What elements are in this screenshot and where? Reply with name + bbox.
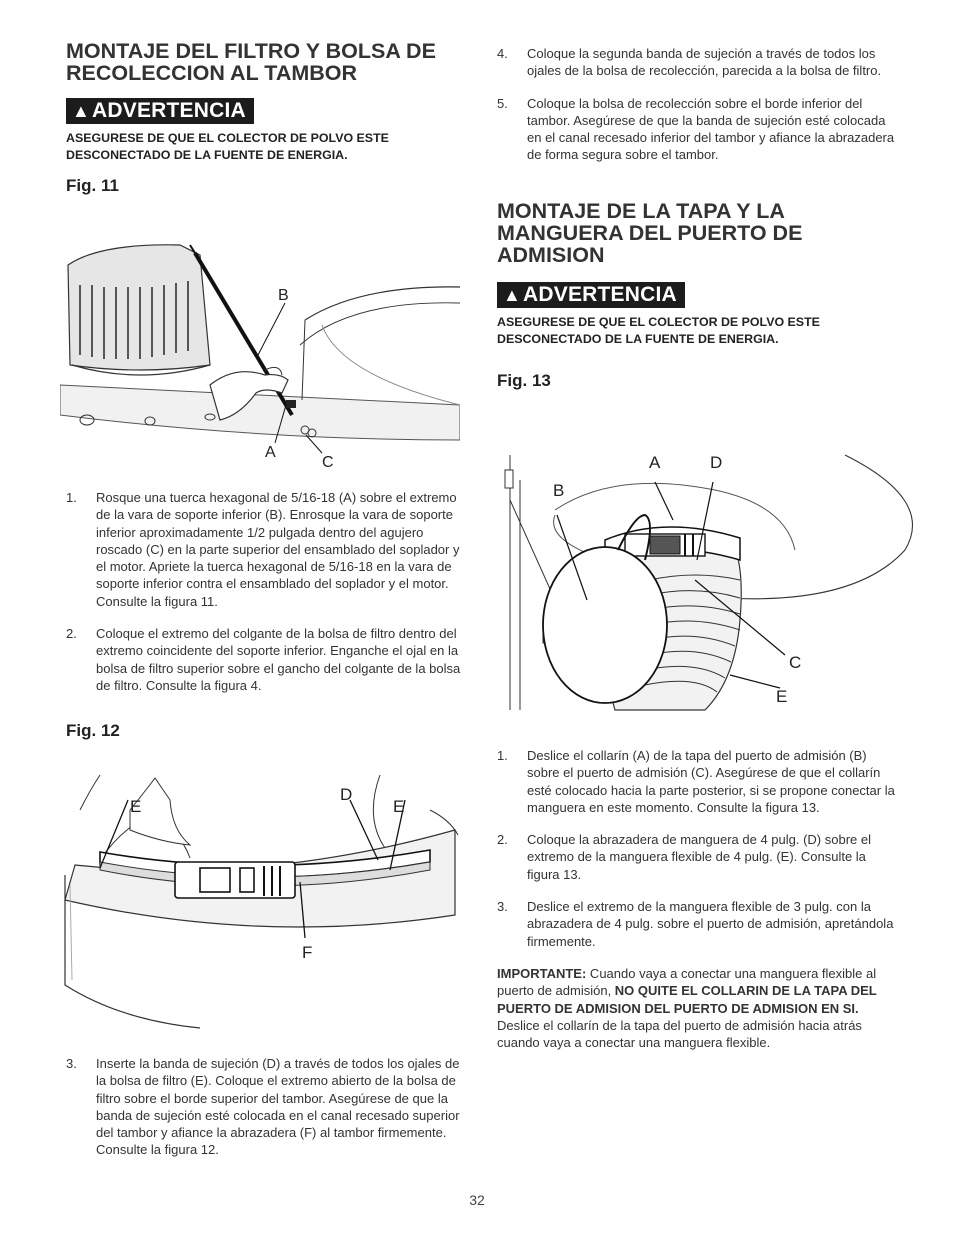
fig12-callout-e-left: E	[130, 797, 142, 816]
left-step3	[66, 1055, 466, 1159]
warning-triangle-icon: ▲	[72, 101, 91, 121]
step-number: 2.	[66, 626, 77, 642]
list-item	[66, 1055, 466, 1159]
fig12-callout-e-right: E	[393, 797, 405, 816]
warning-triangle-icon: ▲	[503, 284, 522, 305]
importante-text: Cuando vaya a conectar una manguera flexible al puerto de admisión,	[497, 965, 877, 999]
step-text: Inserte la banda de sujeción (D) a través de todos los ojales de la bolsa de filtro (E). Coloque el extremo abierto de la bolsa de filtro sobre el borde superior del tambor. Asegúrese de que la banda de sujeción esté colocada en el canal recesado superior del tambor y afiance la abrazadera (F) al tambor firmemente. Consulte la figura 12.	[96, 1056, 460, 1158]
fig11-callout-c: C	[322, 454, 334, 471]
fig12-callout-d: D	[340, 785, 353, 804]
step-number: 1.	[66, 490, 77, 505]
step-number: 4.	[497, 46, 508, 61]
step-text: Coloque el extremo del colgante de la bolsa de filtro dentro del extremo coincidente del soporte inferior. Enganche el ojal en la bolsa de filtro superior sobre el gancho del colgante de la bolsa de filtro. Consulte la figura 4.	[96, 626, 461, 693]
page-number: 32	[469, 1192, 485, 1208]
fig13-callout-d: D	[710, 453, 723, 472]
warning-label: ADVERTENCIA	[92, 99, 246, 122]
warning-block-left	[66, 98, 466, 164]
right-steps	[497, 747, 897, 1051]
fig12-label: Fig. 12	[66, 721, 120, 741]
fig11-label: Fig. 11	[66, 176, 119, 195]
warning-text: ASEGURESE DE QUE EL COLECTOR DE POLVO ESTE DESCONECTADO DE LA FUENTE DE ENERGIA.	[497, 314, 820, 346]
step-number: 2.	[497, 832, 508, 848]
section-heading-filter: MONTAJE DEL FILTRO Y BOLSA DE RECOLECCION AL TAMBOR	[66, 39, 436, 85]
step-text: Deslice el extremo de la manguera flexible de 3 pulg. con la abrazadera de 4 pulg. sobre el puerto de admisión, apretándola firmemente.	[527, 899, 894, 949]
warning-block-right	[497, 282, 897, 348]
fig11-illustration	[60, 225, 460, 475]
step-number: 1.	[497, 748, 508, 763]
fig13-callout-b: B	[553, 481, 565, 500]
list-item	[497, 831, 897, 883]
warning-text: ASEGURESE DE QUE EL COLECTOR DE POLVO ESTE DESCONECTADO DE LA FUENTE DE ENERGIA.	[66, 131, 389, 162]
step-number: 5.	[497, 95, 508, 111]
importante-text-end: Deslice el collarín de la tapa del puerto de admisión hacia atrás cuando vaya a conectar una manguera flexible.	[497, 1017, 862, 1051]
step-number: 3.	[66, 1056, 77, 1071]
fig13-callout-c: C	[789, 653, 802, 672]
fig12-callout-f: F	[302, 943, 313, 962]
list-item	[497, 45, 897, 80]
list-item	[66, 489, 466, 610]
list-item	[497, 898, 897, 950]
step-text: Coloque la abrazadera de manguera de 4 pulg. (D) sobre el extremo de la manguera flexible de 4 pulg. (E). Consulte la figura 13.	[527, 832, 871, 882]
step-text: Coloque la bolsa de recolección sobre el borde inferior del tambor. Asegúrese de que la banda de sujeción esté colocada en el canal recesado inferior del tambor y afiance la abrazadera de forma segura sobre el tambor.	[527, 95, 895, 163]
step-text: Deslice el collarín (A) de la tapa del puerto de admisión (B) sobre el puerto de admisión (C). Asegúrese de que el collarín esté colocado hacia la parte posterior, si se propone conectar la manguera en este momento. Consulte la figura 13.	[527, 748, 895, 815]
step-text: Coloque la segunda banda de sujeción a través de todos los ojales de la bolsa de recolección, parecida a la bolsa de filtro.	[527, 46, 882, 79]
fig11-callout-a: A	[265, 444, 276, 461]
fig13-label: Fig. 13	[497, 370, 551, 390]
left-column	[66, 40, 466, 196]
fig13-callout-a: A	[649, 453, 661, 472]
importante-bold: NO QUITE EL COLLARIN DE LA TAPA DEL PUERTO DE ADMISION DEL PUERTO DE ADMISION EN SI.	[497, 983, 877, 1016]
fig13-illustration	[495, 420, 925, 720]
step-number: 3.	[497, 899, 508, 915]
fig12-illustration	[60, 770, 460, 1030]
warning-badge	[66, 98, 254, 124]
right-column-top	[497, 45, 897, 391]
list-item	[497, 95, 897, 164]
importante-lead: IMPORTANTE:	[497, 965, 587, 981]
warning-badge	[497, 282, 685, 308]
warning-label: ADVERTENCIA	[523, 282, 677, 306]
list-item	[66, 625, 466, 694]
section-heading-intake: MONTAJE DE LA TAPA Y LA MANGUERA DEL PUERTO DE ADMISION	[497, 198, 803, 267]
fig11-callout-b: B	[278, 287, 289, 304]
importante-note	[497, 965, 897, 1051]
fig13-callout-e: E	[776, 687, 788, 706]
list-item	[497, 747, 897, 816]
left-steps	[66, 489, 466, 741]
step-text: Rosque una tuerca hexagonal de 5/16-18 (A) sobre el extremo de la vara de soporte inferior (B). Enrosque la vara de soporte inferior aproximadamente 1/2 pulgada dentro del agujero roscado (C) en la parte superior del ensamblado del soplador y el motor. Apriete la tuerca hexagonal de 5/16-18 en la vara de soporte inferior contra el ensamblado del soplador y el motor. Consulte la figura 11.	[96, 490, 460, 609]
